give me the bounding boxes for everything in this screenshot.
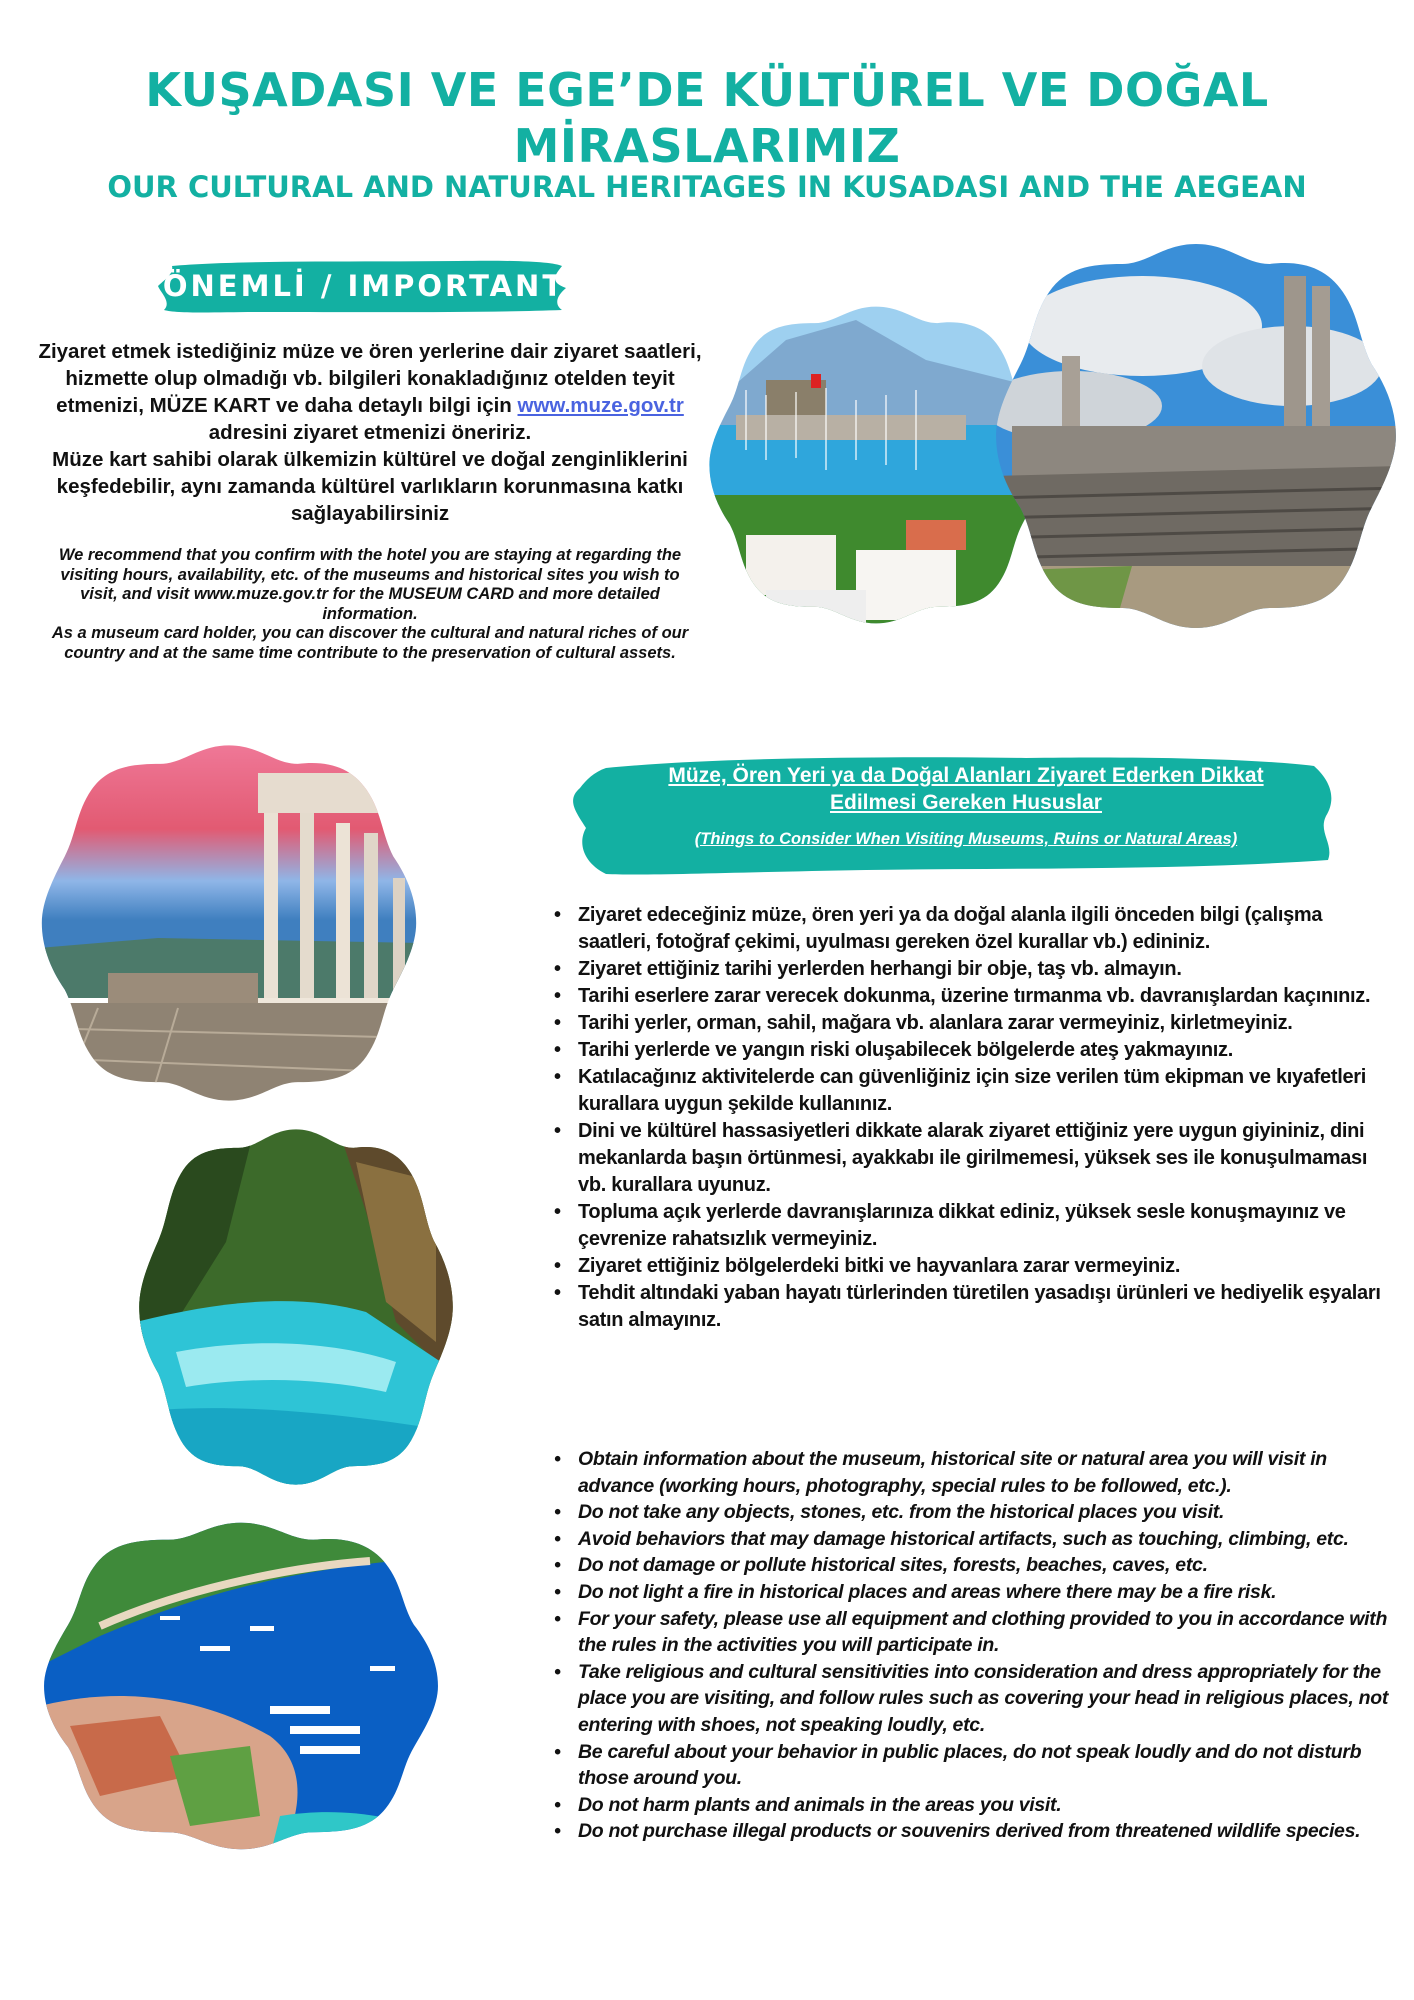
page-subtitle: OUR CULTURAL AND NATURAL HERITAGES IN KUSADASI AND THE AEGEAN: [107, 170, 1307, 204]
rule-item-tr: • Tarihi eserlere zarar verecek dokunma, üzerine tırmanma vb. davranışlardan kaçınınız.: [548, 983, 1394, 1010]
rule-item-en: • Do not take any objects, stones, etc. from the historical places you visit.: [548, 1499, 1394, 1526]
rule-item-tr: • Ziyaret ettiğiniz bölgelerdeki bitki ve hayvanlara zarar vermeyiniz.: [548, 1253, 1394, 1280]
rule-item-tr: • Katılacağınız aktivitelerde can güvenliğiniz için size verilen tüm ekipman ve kıyafetleri kurallara uygun şekilde kullanınız.: [548, 1064, 1394, 1118]
rule-item-tr: • Tehdit altındaki yaban hayatı türlerinden türetilen yasadışı ürünleri ve hediyelik eşyaları satın almayınız.: [548, 1280, 1394, 1334]
rule-item-en: • Do not purchase illegal products or souvenirs derived from threatened wildlife species.: [548, 1818, 1394, 1845]
pergamon-trajan-temple-photo: [38, 738, 420, 1108]
intro-text-en: [44, 546, 696, 663]
rule-item-en: • Take religious and cultural sensitivities into consideration and dress appropriately for the place you are visiting, and follow rules such as covering your head in religious places, not entering with shoes, not speaking loudly, etc.: [548, 1659, 1394, 1739]
intro-tr-part1: Ziyaret etmek istediğiniz müze ve ören yerlerine dair ziyaret saatleri, hizmette olup olmadığı vb. bilgileri konakladığınız otelden teyit etmenizi, MÜZE KART ve daha detaylı bilgi için: [38, 340, 702, 417]
rule-item-tr: • Topluma açık yerlerde davranışlarınıza dikkat ediniz, yüksek sesle konuşmayınız ve çevrenize rahatsızlık vermeyiniz.: [548, 1199, 1394, 1253]
rule-item-tr: • Tarihi yerler, orman, sahil, mağara vb. alanlara zarar vermeyiniz, kirletmeyiniz.: [548, 1010, 1394, 1037]
rules-list-en: [548, 1446, 1394, 1845]
rules-section-title-tr: Müze, Ören Yeri ya da Doğal Alanları Ziyaret Ederken Dikkat Edilmesi Gereken Hususlar: [668, 764, 1264, 814]
didyma-apollo-temple-photo: [992, 236, 1400, 636]
rule-item-en: • Be careful about your behavior in public places, do not speak loudly and do not disturb those around you.: [548, 1739, 1394, 1792]
important-badge: [158, 258, 570, 314]
intro-text-tr: [36, 338, 704, 527]
rules-section-badge: [566, 752, 1336, 876]
canyon-river-photo: [136, 1122, 456, 1492]
rules-list-tr: [548, 902, 1394, 1334]
rule-item-en: • Do not harm plants and animals in the areas you visit.: [548, 1792, 1394, 1819]
intro-tr-part2: adresini ziyaret etmenizi öneririz.: [208, 421, 532, 444]
page-title: KUŞADASI VE EGE’DE KÜLTÜREL VE DOĞAL MİRASLARIMIZ: [145, 63, 1269, 173]
rule-item-en: • Avoid behaviors that may damage historical artifacts, such as touching, climbing, etc.: [548, 1526, 1394, 1553]
intro-tr-part3: Müze kart sahibi olarak ülkemizin kültürel ve doğal zenginliklerini keşfedebilir, aynı zamanda kültürel varlıkların korunmasına katkı sağlayabilirsiniz: [52, 448, 688, 525]
rule-item-en: • Do not damage or pollute historical sites, forests, beaches, caves, etc.: [548, 1552, 1394, 1579]
important-badge-label: ÖNEMLİ / IMPORTANT: [162, 269, 566, 303]
aerial-bay-marina-photo: [40, 1516, 442, 1856]
rules-section-title-en: (Things to Consider When Visiting Museums, Ruins or Natural Areas): [694, 830, 1238, 848]
intro-en-part2: As a museum card holder, you can discover the cultural and natural riches of our country and at the same time contribute to the preservation of cultural assets.: [51, 624, 689, 662]
rule-item-tr: • Ziyaret ettiğiniz tarihi yerlerden herhangi bir obje, taş vb. almayın.: [548, 956, 1394, 983]
intro-en-part1: We recommend that you confirm with the hotel you are staying at regarding the visiting hours, availability, etc. of the museums and historical sites you wish to visit, and visit www.muze.gov.tr for the MUSEUM CARD and more detailed information.: [58, 546, 682, 623]
rule-item-en: • For your safety, please use all equipment and clothing provided to you in accordance with the rules in the activities you will participate in.: [548, 1606, 1394, 1659]
rule-item-tr: • Tarihi yerlerde ve yangın riski oluşabilecek bölgelerde ateş yakmayınız.: [548, 1037, 1394, 1064]
muze-gov-link[interactable]: www.muze.gov.tr: [517, 394, 684, 417]
rule-item-en: • Do not light a fire in historical places and areas where there may be a fire risk.: [548, 1579, 1394, 1606]
rule-item-tr: • Dini ve kültürel hassasiyetleri dikkate alarak ziyaret ettiğiniz yere uygun giyininiz, dini mekanlarda başın örtünmesi, ayakkabı ile girilmemesi, yüksek ses ile konuşulmaması vb. kurallara uyunuz.: [548, 1118, 1394, 1199]
rule-item-en: • Obtain information about the museum, historical site or natural area you will visit in advance (working hours, photography, special rules to be followed, etc.).: [548, 1446, 1394, 1499]
rule-item-tr: • Ziyaret edeceğiniz müze, ören yeri ya da doğal alanla ilgili önceden bilgi (çalışma saatleri, fotoğraf çekimi, uyulması gereken özel kurallar vb.) edininiz.: [548, 902, 1394, 956]
